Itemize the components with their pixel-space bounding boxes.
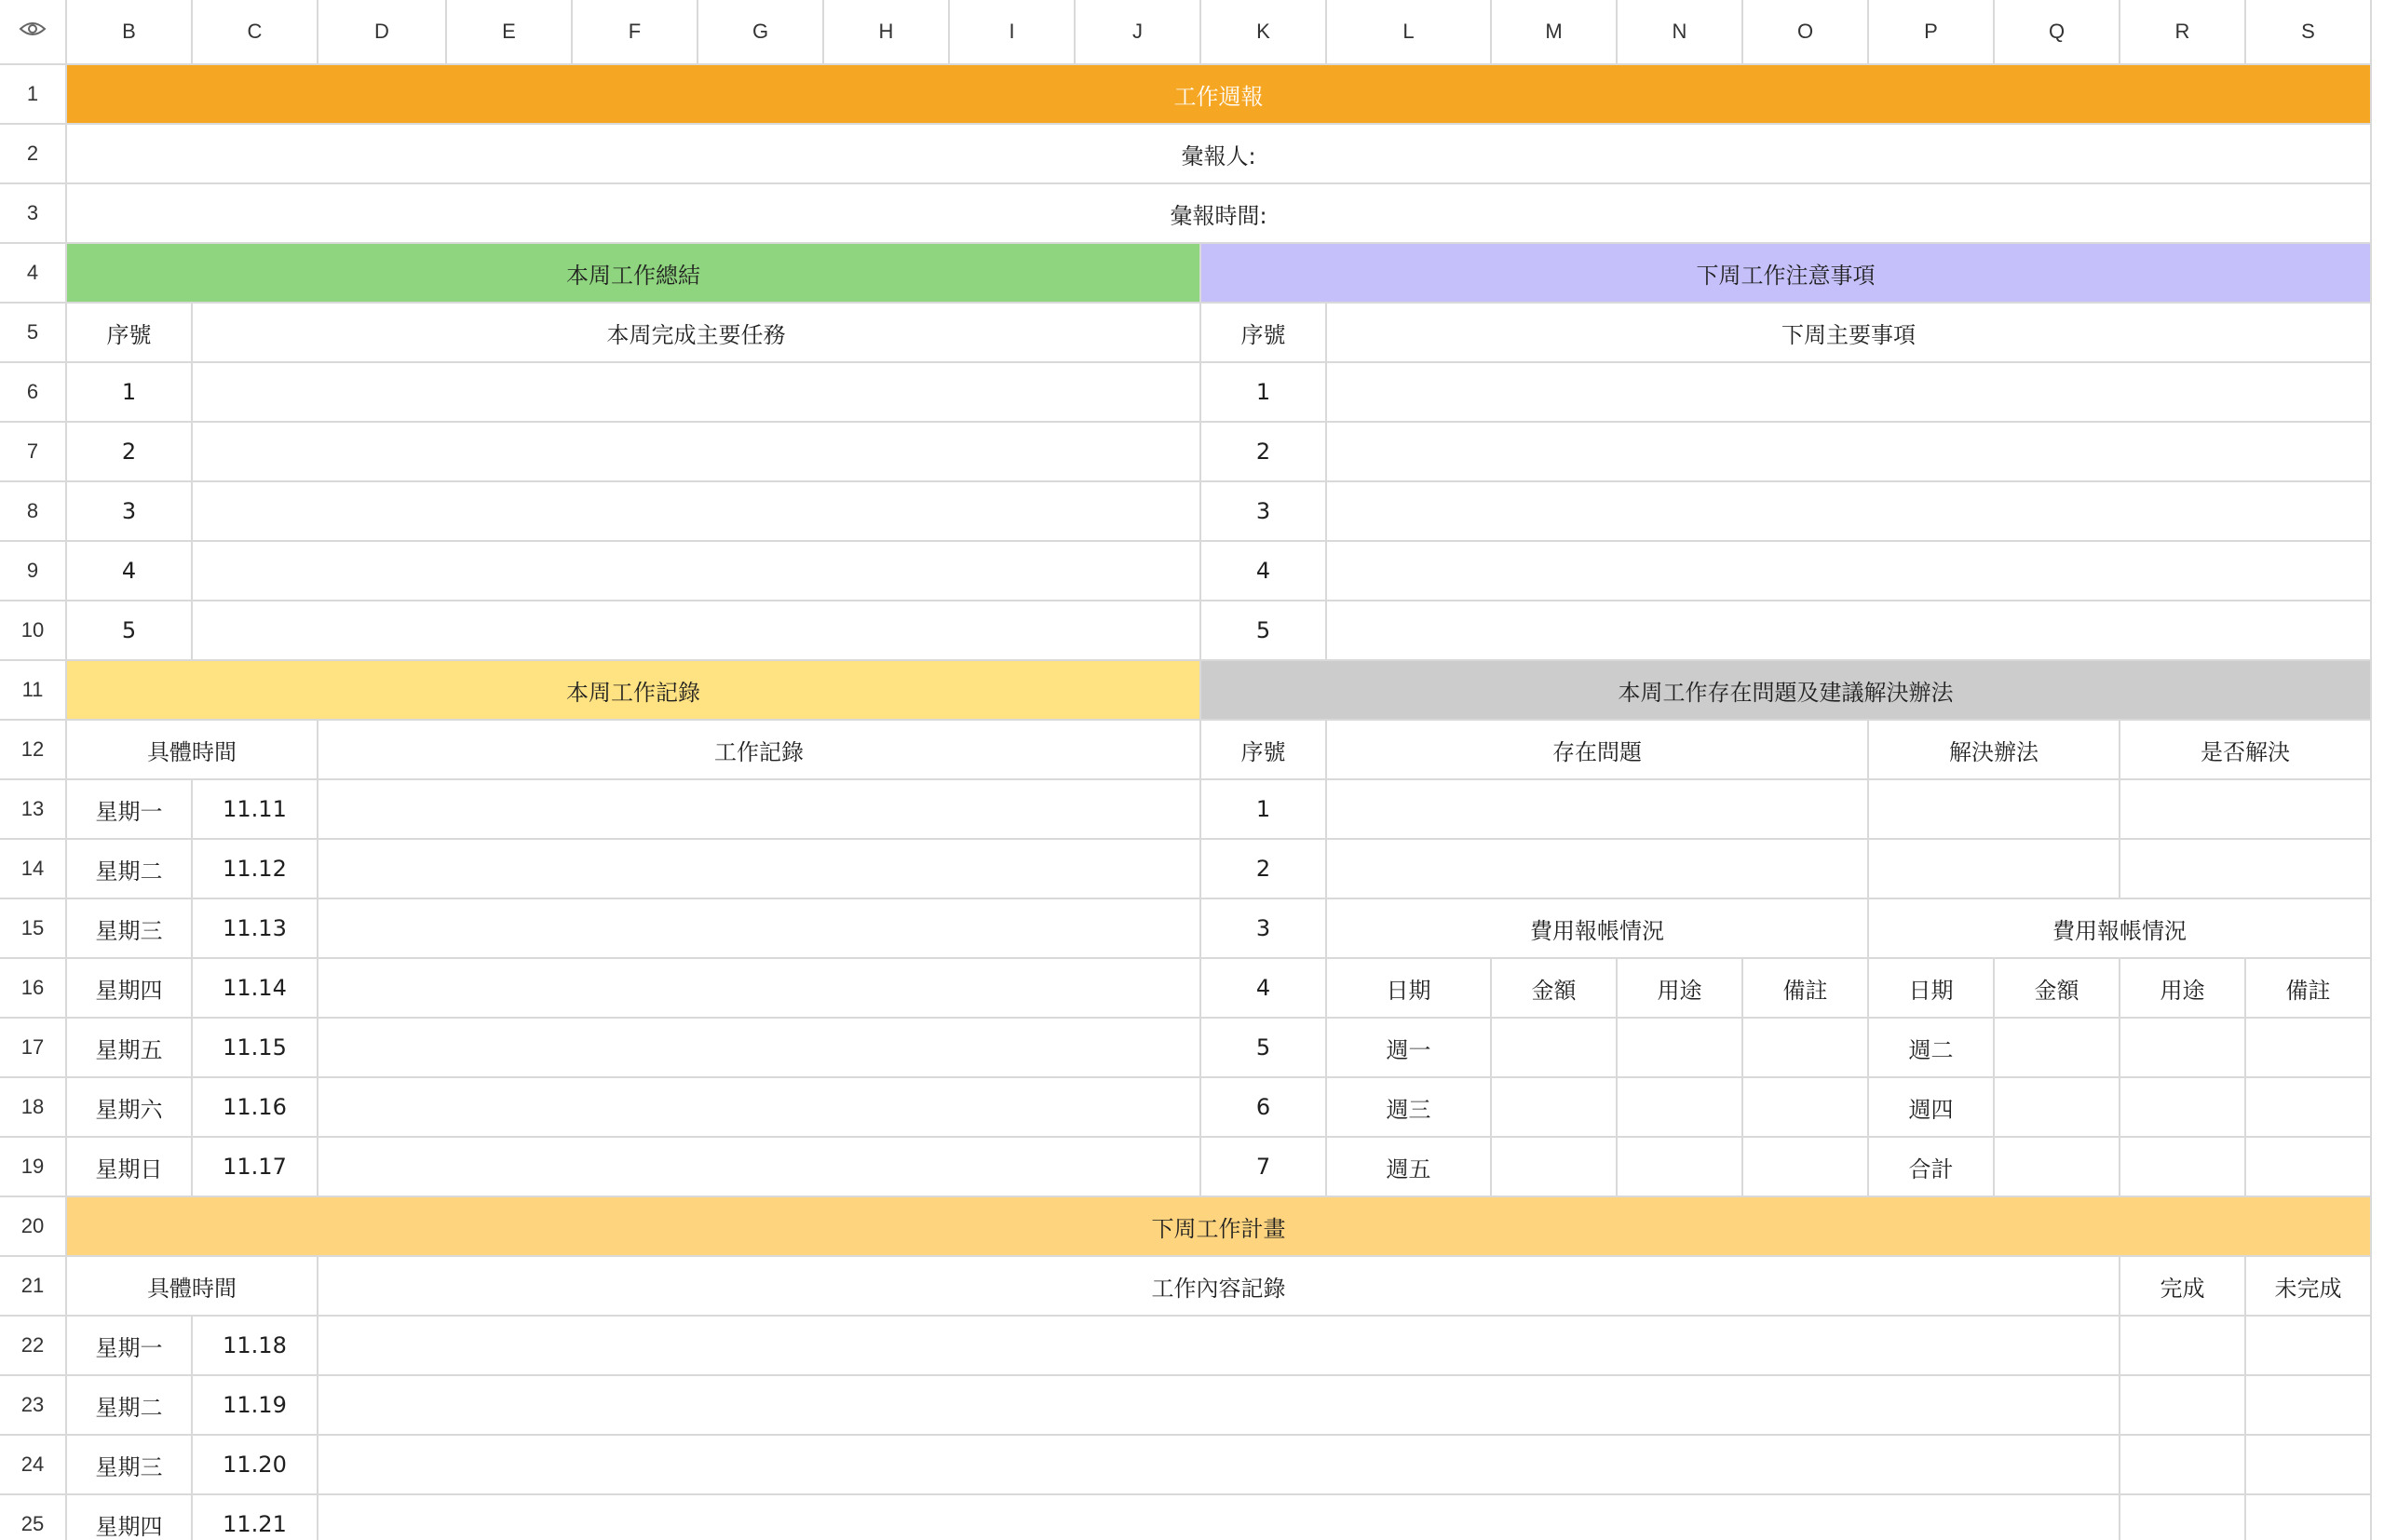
records-record-cell[interactable]	[318, 1138, 1201, 1197]
row-header-12[interactable]: 12	[0, 721, 67, 780]
expenses-left-header[interactable]: 費用報帳情況	[1327, 899, 1869, 959]
summary-index-cell[interactable]: 1	[67, 363, 193, 423]
row-header-1[interactable]: 1	[0, 65, 67, 125]
plan-time-header[interactable]: 具體時間	[67, 1257, 318, 1317]
expenses-right-day-cell[interactable]: 週四	[1869, 1078, 1995, 1138]
row-header-13[interactable]: 13	[0, 780, 67, 840]
records-record-cell[interactable]	[318, 1019, 1201, 1078]
records-date-cell[interactable]: 11.15	[193, 1019, 318, 1078]
column-header-P[interactable]: P	[1869, 0, 1995, 65]
records-date-cell[interactable]: 11.12	[193, 840, 318, 899]
column-header-B[interactable]: B	[67, 0, 193, 65]
problems-resolved-cell[interactable]	[2120, 840, 2372, 899]
expenses-amount-cell[interactable]	[1492, 1019, 1618, 1078]
next-notes-index-cell[interactable]: 3	[1201, 482, 1327, 542]
next-notes-item-header[interactable]: 下周主要事項	[1327, 304, 2372, 363]
problems-problem-cell[interactable]	[1327, 780, 1869, 840]
problems-index-header[interactable]: 序號	[1201, 721, 1327, 780]
summary-index-cell[interactable]: 4	[67, 542, 193, 601]
expenses-amount-cell[interactable]	[1995, 1138, 2120, 1197]
row-header-24[interactable]: 24	[0, 1436, 67, 1495]
eye-icon[interactable]	[19, 20, 47, 44]
plan-done-cell[interactable]	[2120, 1376, 2246, 1436]
column-header-L[interactable]: L	[1327, 0, 1492, 65]
problems-resolved-header[interactable]: 是否解決	[2120, 721, 2372, 780]
column-header-O[interactable]: O	[1743, 0, 1869, 65]
plan-undone-header[interactable]: 未完成	[2246, 1257, 2372, 1317]
next-notes-index-cell[interactable]: 1	[1201, 363, 1327, 423]
next-notes-item-cell[interactable]	[1327, 601, 2372, 661]
row-header-22[interactable]: 22	[0, 1317, 67, 1376]
records-time-header[interactable]: 具體時間	[67, 721, 318, 780]
summary-section-header[interactable]: 本周工作總結	[67, 244, 1201, 304]
expenses-amount-header[interactable]: 金額	[1492, 959, 1618, 1019]
records-record-cell[interactable]	[318, 840, 1201, 899]
expenses-right-day-cell[interactable]: 合計	[1869, 1138, 1995, 1197]
records-date-cell[interactable]: 11.13	[193, 899, 318, 959]
plan-undone-cell[interactable]	[2246, 1376, 2372, 1436]
expenses-note-header[interactable]: 備註	[2246, 959, 2372, 1019]
plan-content-cell[interactable]	[318, 1317, 2120, 1376]
plan-done-cell[interactable]	[2120, 1436, 2246, 1495]
expenses-note-header[interactable]: 備註	[1743, 959, 1869, 1019]
row-header-21[interactable]: 21	[0, 1257, 67, 1317]
plan-date-cell[interactable]: 11.19	[193, 1376, 318, 1436]
records-record-cell[interactable]	[318, 780, 1201, 840]
expenses-amount-cell[interactable]	[1995, 1019, 2120, 1078]
plan-content-cell[interactable]	[318, 1376, 2120, 1436]
row-header-23[interactable]: 23	[0, 1376, 67, 1436]
plan-day-cell[interactable]: 星期二	[67, 1376, 193, 1436]
records-day-cell[interactable]: 星期四	[67, 959, 193, 1019]
problems-index-cell[interactable]: 6	[1201, 1078, 1327, 1138]
row-header-19[interactable]: 19	[0, 1138, 67, 1197]
expenses-note-cell[interactable]	[1743, 1019, 1869, 1078]
problems-index-cell[interactable]: 3	[1201, 899, 1327, 959]
plan-done-cell[interactable]	[2120, 1317, 2246, 1376]
expenses-amount-cell[interactable]	[1492, 1138, 1618, 1197]
problems-index-cell[interactable]: 2	[1201, 840, 1327, 899]
report-time-field[interactable]: 彙報時間:	[67, 184, 2372, 244]
summary-task-cell[interactable]	[193, 601, 1201, 661]
next-notes-index-cell[interactable]: 4	[1201, 542, 1327, 601]
plan-content-cell[interactable]	[318, 1495, 2120, 1540]
summary-task-cell[interactable]	[193, 542, 1201, 601]
expenses-date-header[interactable]: 日期	[1869, 959, 1995, 1019]
records-record-header[interactable]: 工作記錄	[318, 721, 1201, 780]
plan-section-header[interactable]: 下周工作計畫	[67, 1197, 2372, 1257]
records-day-cell[interactable]: 星期日	[67, 1138, 193, 1197]
problems-solution-cell[interactable]	[1869, 840, 2120, 899]
column-header-D[interactable]: D	[318, 0, 447, 65]
row-header-3[interactable]: 3	[0, 184, 67, 244]
plan-day-cell[interactable]: 星期一	[67, 1317, 193, 1376]
expenses-amount-cell[interactable]	[1995, 1078, 2120, 1138]
problems-section-header[interactable]: 本周工作存在問題及建議解決辦法	[1201, 661, 2372, 721]
plan-undone-cell[interactable]	[2246, 1436, 2372, 1495]
column-header-E[interactable]: E	[447, 0, 573, 65]
expenses-right-day-cell[interactable]: 週二	[1869, 1019, 1995, 1078]
problems-problem-cell[interactable]	[1327, 840, 1869, 899]
plan-done-header[interactable]: 完成	[2120, 1257, 2246, 1317]
plan-done-cell[interactable]	[2120, 1495, 2246, 1540]
expenses-note-cell[interactable]	[1743, 1138, 1869, 1197]
expenses-purpose-cell[interactable]	[1618, 1078, 1743, 1138]
next-notes-index-header[interactable]: 序號	[1201, 304, 1327, 363]
plan-undone-cell[interactable]	[2246, 1317, 2372, 1376]
column-header-K[interactable]: K	[1201, 0, 1327, 65]
row-header-6[interactable]: 6	[0, 363, 67, 423]
records-record-cell[interactable]	[318, 1078, 1201, 1138]
row-header-25[interactable]: 25	[0, 1495, 67, 1540]
problems-index-cell[interactable]: 7	[1201, 1138, 1327, 1197]
column-header-Q[interactable]: Q	[1995, 0, 2120, 65]
row-header-8[interactable]: 8	[0, 482, 67, 542]
expenses-purpose-cell[interactable]	[1618, 1138, 1743, 1197]
records-date-cell[interactable]: 11.14	[193, 959, 318, 1019]
plan-date-cell[interactable]: 11.18	[193, 1317, 318, 1376]
expenses-note-cell[interactable]	[2246, 1078, 2372, 1138]
expenses-purpose-header[interactable]: 用途	[1618, 959, 1743, 1019]
problems-problem-header[interactable]: 存在問題	[1327, 721, 1869, 780]
column-header-M[interactable]: M	[1492, 0, 1618, 65]
row-header-10[interactable]: 10	[0, 601, 67, 661]
column-header-S[interactable]: S	[2246, 0, 2372, 65]
next-notes-item-cell[interactable]	[1327, 423, 2372, 482]
select-all-corner[interactable]	[0, 0, 67, 65]
plan-content-header[interactable]: 工作內容記錄	[318, 1257, 2120, 1317]
row-header-11[interactable]: 11	[0, 661, 67, 721]
records-day-cell[interactable]: 星期一	[67, 780, 193, 840]
expenses-amount-cell[interactable]	[1492, 1078, 1618, 1138]
problems-index-cell[interactable]: 4	[1201, 959, 1327, 1019]
summary-index-cell[interactable]: 5	[67, 601, 193, 661]
plan-date-cell[interactable]: 11.21	[193, 1495, 318, 1540]
row-header-15[interactable]: 15	[0, 899, 67, 959]
expenses-left-day-cell[interactable]: 週五	[1327, 1138, 1492, 1197]
column-header-J[interactable]: J	[1076, 0, 1201, 65]
expenses-purpose-cell[interactable]	[2120, 1078, 2246, 1138]
records-date-cell[interactable]: 11.11	[193, 780, 318, 840]
plan-undone-cell[interactable]	[2246, 1495, 2372, 1540]
expenses-amount-header[interactable]: 金額	[1995, 959, 2120, 1019]
summary-index-cell[interactable]: 3	[67, 482, 193, 542]
problems-index-cell[interactable]: 5	[1201, 1019, 1327, 1078]
problems-index-cell[interactable]: 1	[1201, 780, 1327, 840]
row-header-17[interactable]: 17	[0, 1019, 67, 1078]
summary-task-cell[interactable]	[193, 363, 1201, 423]
next-notes-item-cell[interactable]	[1327, 542, 2372, 601]
report-title[interactable]: 工作週報	[67, 65, 2372, 125]
summary-task-cell[interactable]	[193, 423, 1201, 482]
plan-content-cell[interactable]	[318, 1436, 2120, 1495]
reporter-field[interactable]: 彙報人:	[67, 125, 2372, 184]
records-record-cell[interactable]	[318, 899, 1201, 959]
column-header-I[interactable]: I	[950, 0, 1076, 65]
next-notes-index-cell[interactable]: 5	[1201, 601, 1327, 661]
column-header-G[interactable]: G	[698, 0, 824, 65]
row-header-7[interactable]: 7	[0, 423, 67, 482]
expenses-note-cell[interactable]	[2246, 1138, 2372, 1197]
next-notes-item-cell[interactable]	[1327, 363, 2372, 423]
summary-task-cell[interactable]	[193, 482, 1201, 542]
plan-day-cell[interactable]: 星期四	[67, 1495, 193, 1540]
records-day-cell[interactable]: 星期五	[67, 1019, 193, 1078]
records-day-cell[interactable]: 星期二	[67, 840, 193, 899]
next-notes-index-cell[interactable]: 2	[1201, 423, 1327, 482]
column-header-C[interactable]: C	[193, 0, 318, 65]
next-notes-item-cell[interactable]	[1327, 482, 2372, 542]
expenses-date-header[interactable]: 日期	[1327, 959, 1492, 1019]
problems-resolved-cell[interactable]	[2120, 780, 2372, 840]
next-notes-section-header[interactable]: 下周工作注意事項	[1201, 244, 2372, 304]
records-date-cell[interactable]: 11.16	[193, 1078, 318, 1138]
expenses-left-day-cell[interactable]: 週三	[1327, 1078, 1492, 1138]
column-header-R[interactable]: R	[2120, 0, 2246, 65]
column-header-N[interactable]: N	[1618, 0, 1743, 65]
plan-day-cell[interactable]: 星期三	[67, 1436, 193, 1495]
expenses-note-cell[interactable]	[2246, 1019, 2372, 1078]
row-header-9[interactable]: 9	[0, 542, 67, 601]
expenses-purpose-cell[interactable]	[1618, 1019, 1743, 1078]
summary-task-header[interactable]: 本周完成主要任務	[193, 304, 1201, 363]
records-section-header[interactable]: 本周工作記錄	[67, 661, 1201, 721]
row-header-2[interactable]: 2	[0, 125, 67, 184]
expenses-note-cell[interactable]	[1743, 1078, 1869, 1138]
row-header-14[interactable]: 14	[0, 840, 67, 899]
summary-index-header[interactable]: 序號	[67, 304, 193, 363]
row-header-20[interactable]: 20	[0, 1197, 67, 1257]
expenses-left-day-cell[interactable]: 週一	[1327, 1019, 1492, 1078]
column-header-H[interactable]: H	[824, 0, 950, 65]
expenses-right-header[interactable]: 費用報帳情況	[1869, 899, 2372, 959]
column-header-F[interactable]: F	[573, 0, 698, 65]
problems-solution-cell[interactable]	[1869, 780, 2120, 840]
problems-solution-header[interactable]: 解決辦法	[1869, 721, 2120, 780]
expenses-purpose-header[interactable]: 用途	[2120, 959, 2246, 1019]
expenses-purpose-cell[interactable]	[2120, 1019, 2246, 1078]
row-header-16[interactable]: 16	[0, 959, 67, 1019]
records-record-cell[interactable]	[318, 959, 1201, 1019]
records-day-cell[interactable]: 星期三	[67, 899, 193, 959]
summary-index-cell[interactable]: 2	[67, 423, 193, 482]
records-date-cell[interactable]: 11.17	[193, 1138, 318, 1197]
row-header-4[interactable]: 4	[0, 244, 67, 304]
row-header-5[interactable]: 5	[0, 304, 67, 363]
expenses-purpose-cell[interactable]	[2120, 1138, 2246, 1197]
plan-date-cell[interactable]: 11.20	[193, 1436, 318, 1495]
records-day-cell[interactable]: 星期六	[67, 1078, 193, 1138]
row-header-18[interactable]: 18	[0, 1078, 67, 1138]
